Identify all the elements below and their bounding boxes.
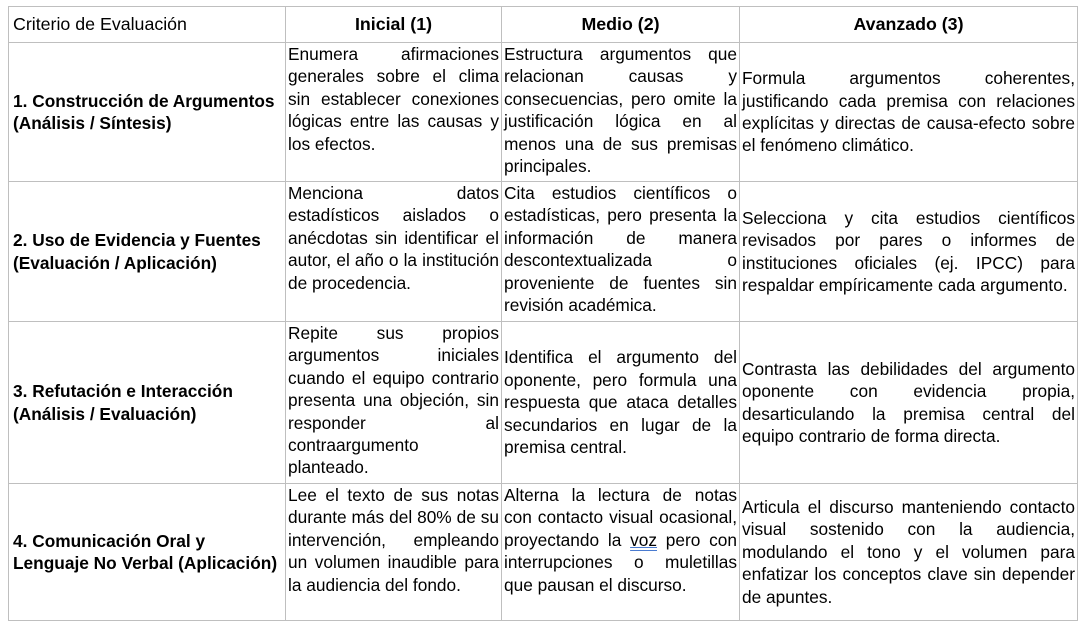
- table-row: [9, 43, 1078, 182]
- table-row: [9, 182, 1078, 322]
- header-criterion: Criterio de Evaluación: [9, 7, 286, 43]
- criterion-cell: 1. Construcción de Argumentos (Análisis / Síntesis): [9, 43, 286, 182]
- avanzado-cell: Articula el discurso manteniendo contacto visual sostenido con la audiencia, modulando el tono y el volumen para enfatizar los conceptos clave sin depender de apuntes.: [740, 484, 1078, 621]
- criterion-cell: 2. Uso de Evidencia y Fuentes (Evaluación / Aplicación): [9, 182, 286, 322]
- inicial-cell: Enumera afirmaciones generales sobre el clima sin establecer conexiones lógicas entre las causas y los efectos.: [286, 43, 502, 182]
- table-row: [9, 484, 1078, 621]
- header-level-medio: Medio (2): [502, 7, 740, 43]
- avanzado-cell: Contrasta las debilidades del argumento oponente con evidencia propia, desarticulando la premisa central del equipo contrario de forma directa.: [740, 322, 1078, 484]
- medio-cell: Identifica el argumento del oponente, pero formula una respuesta que ataca detalles secundarios en lugar de la premisa central.: [502, 322, 740, 484]
- medio-text-part: Alterna la lectura de notas con contacto visual ocasional, proyectando la: [504, 485, 737, 550]
- inicial-cell: Menciona datos estadísticos aislados o anécdotas sin identificar el autor, el año o la institución de procedencia.: [286, 182, 502, 322]
- inicial-cell: Repite sus propios argumentos iniciales cuando el equipo contrario presenta una objeción, sin responder al contraargumento planteado.: [286, 322, 502, 484]
- criterion-cell: 3. Refutación e Interacción (Análisis / Evaluación): [9, 322, 286, 484]
- header-level-avanzado: Avanzado (3): [740, 7, 1078, 43]
- medio-cell: [502, 484, 740, 621]
- criterion-cell: 4. Comunicación Oral y Lenguaje No Verbal (Aplicación): [9, 484, 286, 621]
- avanzado-cell: Selecciona y cita estudios científicos revisados por pares o informes de instituciones oficiales (ej. IPCC) para respaldar empíricamente cada argumento.: [740, 182, 1078, 322]
- table-row: [9, 322, 1078, 484]
- evaluation-rubric-table: [8, 6, 1078, 621]
- inicial-cell: Lee el texto de sus notas durante más del 80% de su intervención, empleando un volumen inaudible para la audiencia del fondo.: [286, 484, 502, 621]
- medio-text-part: pero con interrupciones o muletillas que pausan el discurso.: [504, 529, 737, 595]
- medio-cell: Estructura argumentos que relacionan causas y consecuencias, pero omite la justificación lógica en al menos una de sus premisas principales.: [502, 43, 740, 182]
- header-row: [9, 7, 1078, 43]
- spellcheck-flagged-word: voz: [630, 529, 658, 550]
- avanzado-cell: Formula argumentos coherentes, justificando cada premisa con relaciones explícitas y directas de causa-efecto sobre el fenómeno climático.: [740, 43, 1078, 182]
- header-level-inicial: Inicial (1): [286, 7, 502, 43]
- medio-cell: Cita estudios científicos o estadísticas, pero presenta la información de manera descontextualizada o proveniente de fuentes sin revisión académica.: [502, 182, 740, 322]
